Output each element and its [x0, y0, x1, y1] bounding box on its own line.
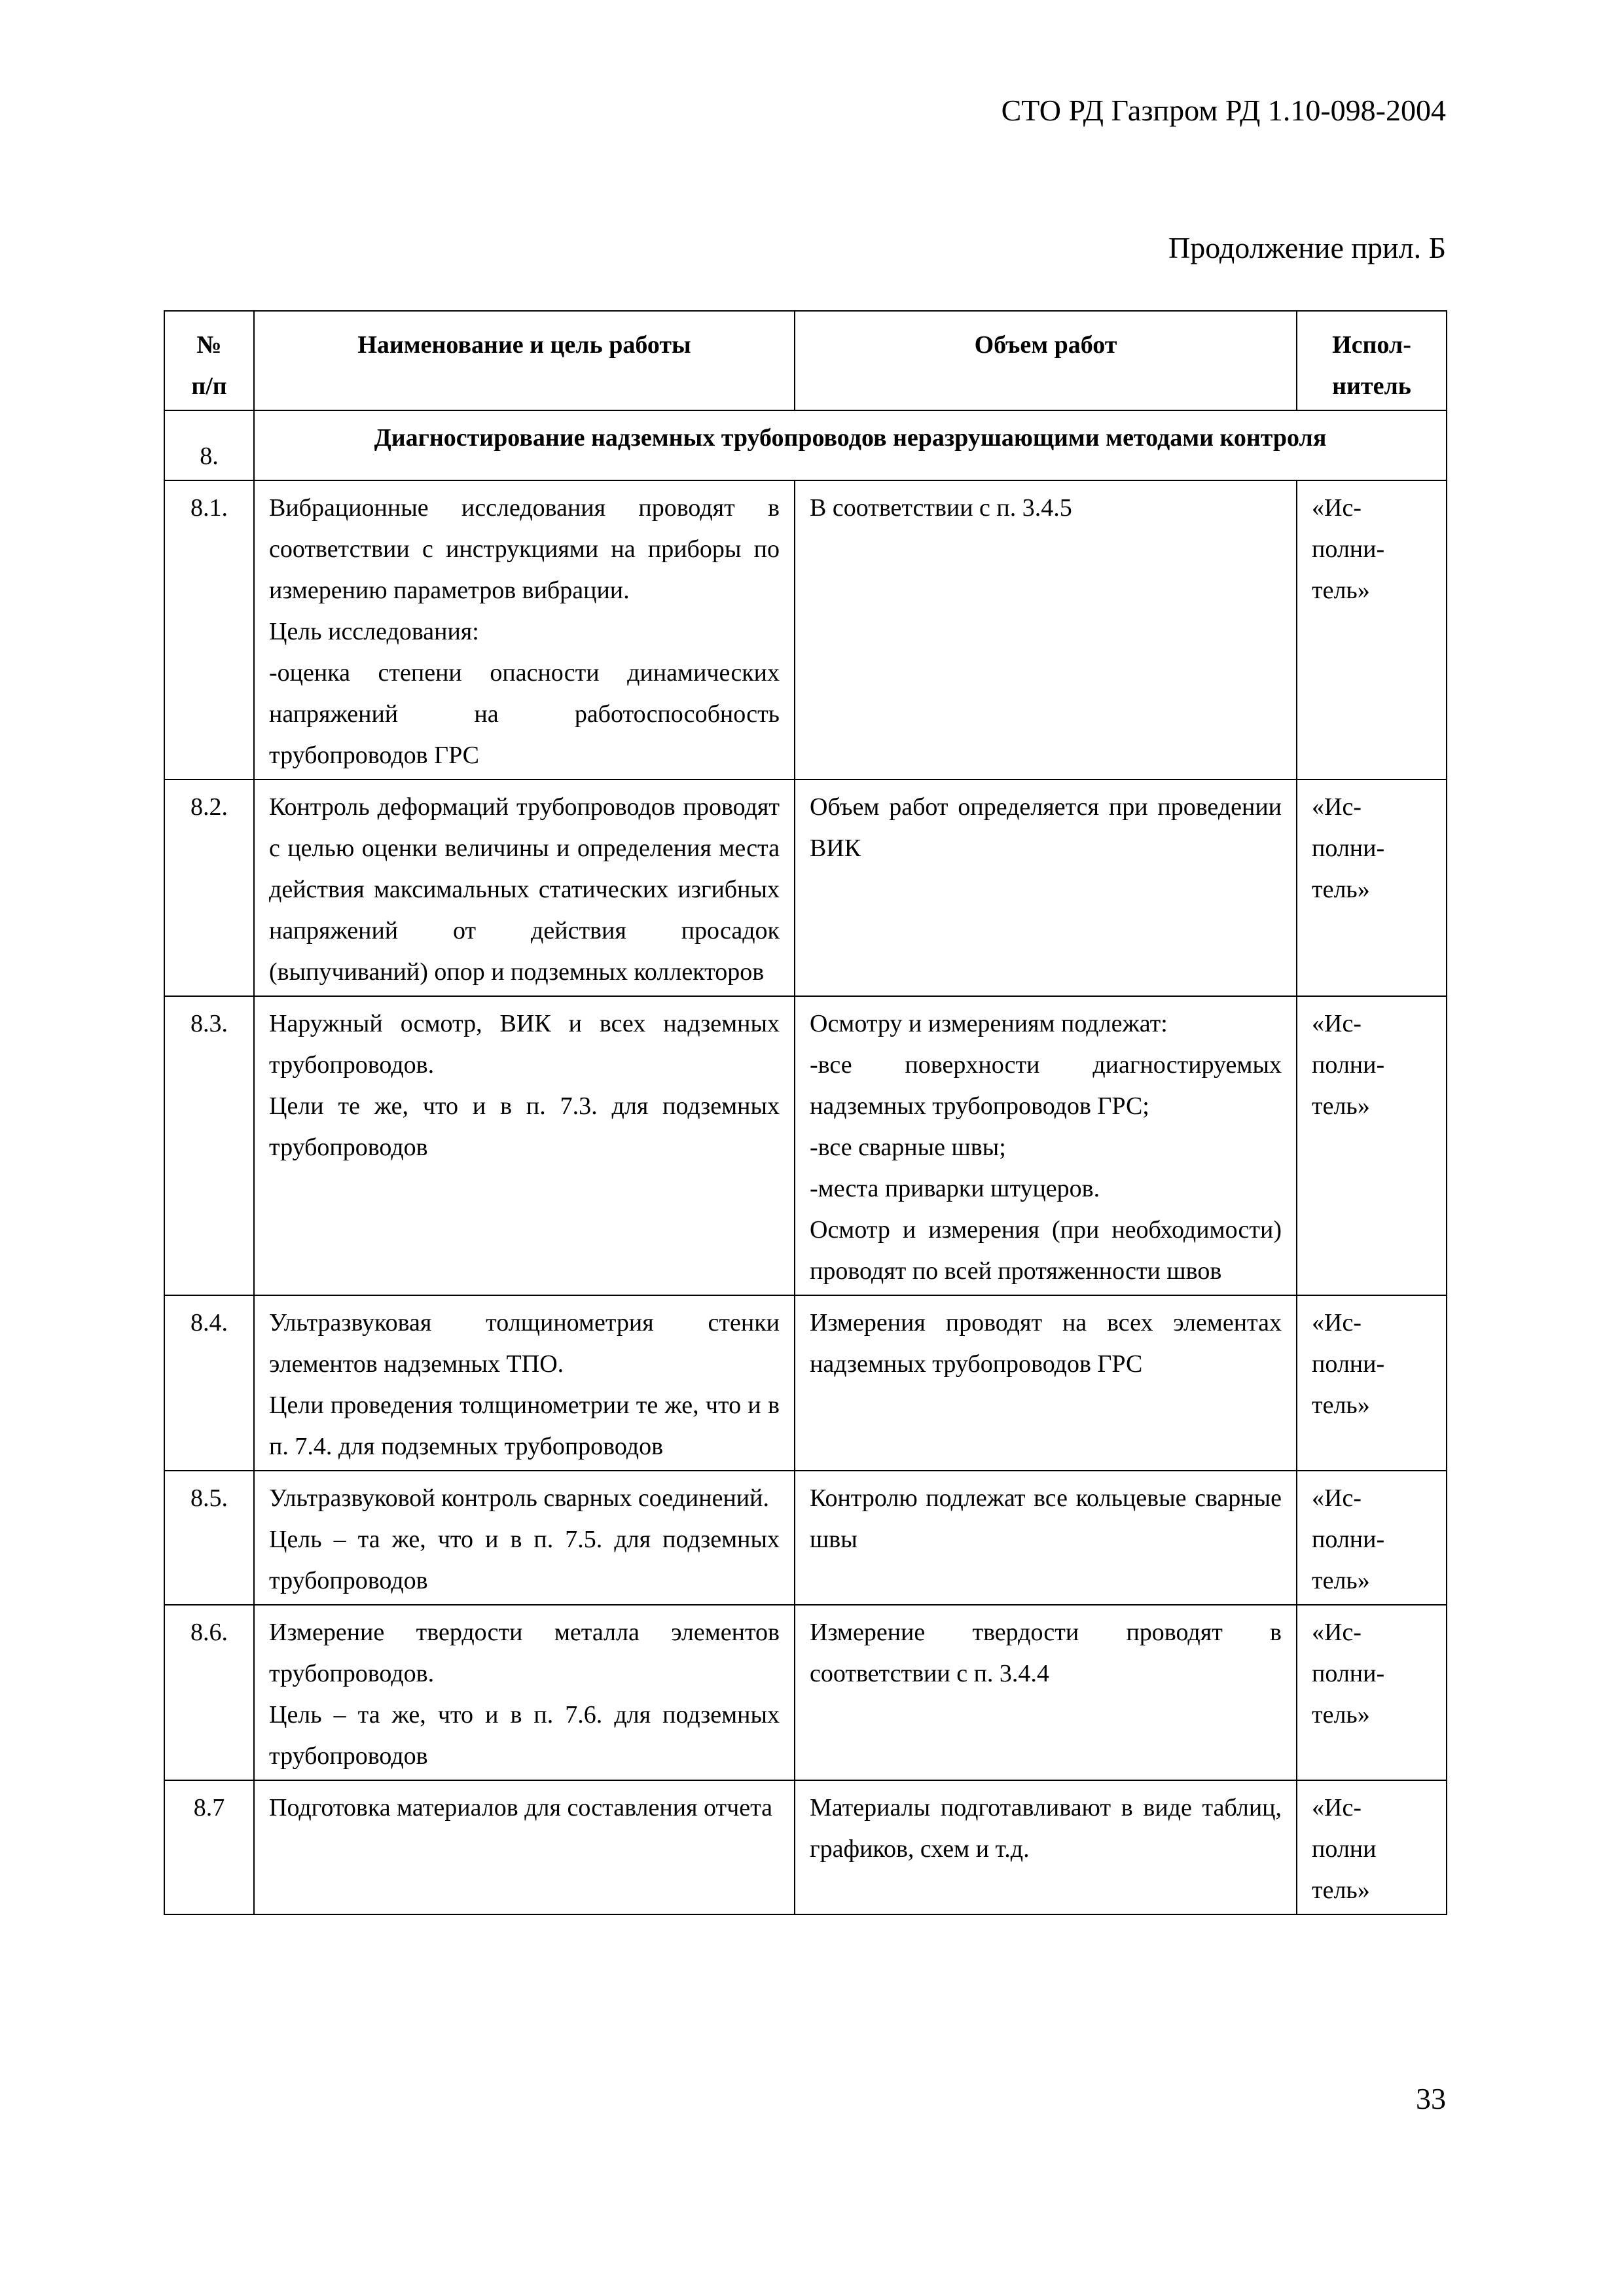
column-header-num	[164, 311, 254, 410]
work-name-line: Цель – та же, что и в п. 7.5. для подземных трубопроводов	[269, 1526, 780, 1594]
work-name-line: Цель исследования:	[269, 618, 479, 645]
work-scope-cell	[795, 480, 1297, 780]
table-row	[164, 780, 1447, 996]
work-name-line: Наружный осмотр, ВИК и всех надземных трубопроводов.	[269, 1010, 780, 1079]
work-scope-cell	[795, 1295, 1297, 1471]
table-row	[164, 1295, 1447, 1471]
row-number: 8.3.	[164, 996, 254, 1295]
executor-cell	[1297, 1471, 1447, 1605]
column-header-num-line: №	[196, 331, 222, 359]
page-number: 33	[1416, 2082, 1446, 2115]
executor-line: полни-	[1312, 1526, 1385, 1553]
executor-cell	[1297, 1780, 1447, 1914]
executor-line: тель»	[1312, 1567, 1370, 1594]
executor-line: «Ис-	[1312, 1619, 1362, 1646]
table-row	[164, 1471, 1447, 1605]
work-scope-cell	[795, 1605, 1297, 1780]
table-row	[164, 1605, 1447, 1780]
work-name-cell	[254, 1471, 795, 1605]
work-scope-line: Контролю подлежат все кольцевые сварные швы	[810, 1484, 1282, 1553]
column-header-executor	[1297, 311, 1447, 410]
column-header-executor-line: нитель	[1332, 372, 1411, 400]
executor-line: «Ис-	[1312, 793, 1362, 821]
row-number: 8.6.	[164, 1605, 254, 1780]
executor-cell	[1297, 1605, 1447, 1780]
work-name-line: Измерение твердости металла элементов трубопроводов.	[269, 1619, 780, 1687]
executor-line: «Ис-	[1312, 1010, 1362, 1037]
executor-line: полни	[1312, 1835, 1377, 1863]
executor-cell	[1297, 480, 1447, 780]
work-name-cell	[254, 1295, 795, 1471]
work-name-cell	[254, 780, 795, 996]
work-scope-line: В соответствии с п. 3.4.5	[810, 494, 1072, 522]
table-row	[164, 1780, 1447, 1914]
column-header-scope: Объем работ	[795, 311, 1297, 410]
executor-line: «Ис-	[1312, 494, 1362, 522]
table-header-row	[164, 311, 1447, 410]
work-name-cell	[254, 1780, 795, 1914]
section-number: 8.	[164, 410, 254, 480]
work-name-line: Ультразвуковой контроль сварных соединений.	[269, 1484, 769, 1512]
work-scope-line: Осмотру и измерениям подлежат:	[810, 1010, 1168, 1037]
executor-line: тель»	[1312, 1092, 1370, 1120]
work-scope-line: Измерение твердости проводят в соответствии с п. 3.4.4	[810, 1619, 1282, 1687]
work-scope-cell	[795, 996, 1297, 1295]
work-name-line: Цели проведения толщинометрии те же, что и в п. 7.4. для подземных трубопроводов	[269, 1391, 780, 1460]
work-name-cell	[254, 996, 795, 1295]
column-header-num-line: п/п	[191, 372, 227, 400]
work-scope-line: Объем работ определяется при проведении ВИК	[810, 793, 1282, 862]
work-name-cell	[254, 480, 795, 780]
work-scope-line: Осмотр и измерения (при необходимости) проводят по всей протяженности швов	[810, 1216, 1282, 1285]
section-row	[164, 410, 1447, 480]
work-scope-line: -места приварки штуцеров.	[810, 1175, 1100, 1202]
section-title: Диагностирование надземных трубопроводов неразрушающими методами контроля	[254, 410, 1447, 480]
executor-line: полни-	[1312, 1660, 1385, 1687]
column-header-executor-line: Испол-	[1332, 331, 1411, 359]
work-scope-cell	[795, 1471, 1297, 1605]
work-scope-line: Измерения проводят на всех элементах надземных трубопроводов ГРС	[810, 1309, 1282, 1378]
executor-line: полни-	[1312, 1350, 1385, 1378]
executor-line: тель»	[1312, 1876, 1370, 1904]
executor-line: «Ис-	[1312, 1309, 1362, 1336]
work-name-line: Цель – та же, что и в п. 7.6. для подземных трубопроводов	[269, 1701, 780, 1770]
work-name-line: Ультразвуковая толщинометрия стенки элементов надземных ТПО.	[269, 1309, 780, 1378]
row-number: 8.4.	[164, 1295, 254, 1471]
table-row	[164, 996, 1447, 1295]
row-number: 8.2.	[164, 780, 254, 996]
table-row	[164, 480, 1447, 780]
work-name-line: Цели те же, что и в п. 7.3. для подземных трубопроводов	[269, 1092, 780, 1161]
executor-line: тель»	[1312, 577, 1370, 604]
work-name-line: Подготовка материалов для составления отчета	[269, 1794, 773, 1821]
works-table	[164, 310, 1447, 1915]
row-number: 8.7	[164, 1780, 254, 1914]
executor-line: тель»	[1312, 1391, 1370, 1419]
executor-line: тель»	[1312, 876, 1370, 903]
executor-line: тель»	[1312, 1701, 1370, 1729]
work-name-line: Вибрационные исследования проводят в соответствии с инструкциями на приборы по измерению параметров вибрации.	[269, 494, 780, 604]
work-name-line: Контроль деформаций трубопроводов проводят с целью оценки величины и определения места действия максимальных статических изгибных напряжений от действия просадок (выпучиваний) опор и подземных коллекторов	[269, 793, 780, 986]
executor-cell	[1297, 1295, 1447, 1471]
work-scope-cell	[795, 780, 1297, 996]
work-scope-line: -все сварные швы;	[810, 1134, 1006, 1161]
executor-cell	[1297, 996, 1447, 1295]
executor-line: полни-	[1312, 1051, 1385, 1079]
executor-line: полни-	[1312, 535, 1385, 563]
executor-line: «Ис-	[1312, 1484, 1362, 1512]
row-number: 8.5.	[164, 1471, 254, 1605]
executor-line: «Ис-	[1312, 1794, 1362, 1821]
work-scope-cell	[795, 1780, 1297, 1914]
appendix-continuation: Продолжение прил. Б	[1168, 231, 1446, 264]
executor-cell	[1297, 780, 1447, 996]
work-scope-line: Материалы подготавливают в виде таблиц, графиков, схем и т.д.	[810, 1794, 1282, 1863]
work-name-line: -оценка степени опасности динамических напряжений на работоспособность трубопроводов ГРС	[269, 659, 780, 769]
work-scope-line: -все поверхности диагностируемых надземных трубопроводов ГРС;	[810, 1051, 1282, 1120]
row-number: 8.1.	[164, 480, 254, 780]
work-name-cell	[254, 1605, 795, 1780]
column-header-name: Наименование и цель работы	[254, 311, 795, 410]
document-code: СТО РД Газпром РД 1.10-098-2004	[1001, 94, 1446, 127]
executor-line: полни-	[1312, 834, 1385, 862]
